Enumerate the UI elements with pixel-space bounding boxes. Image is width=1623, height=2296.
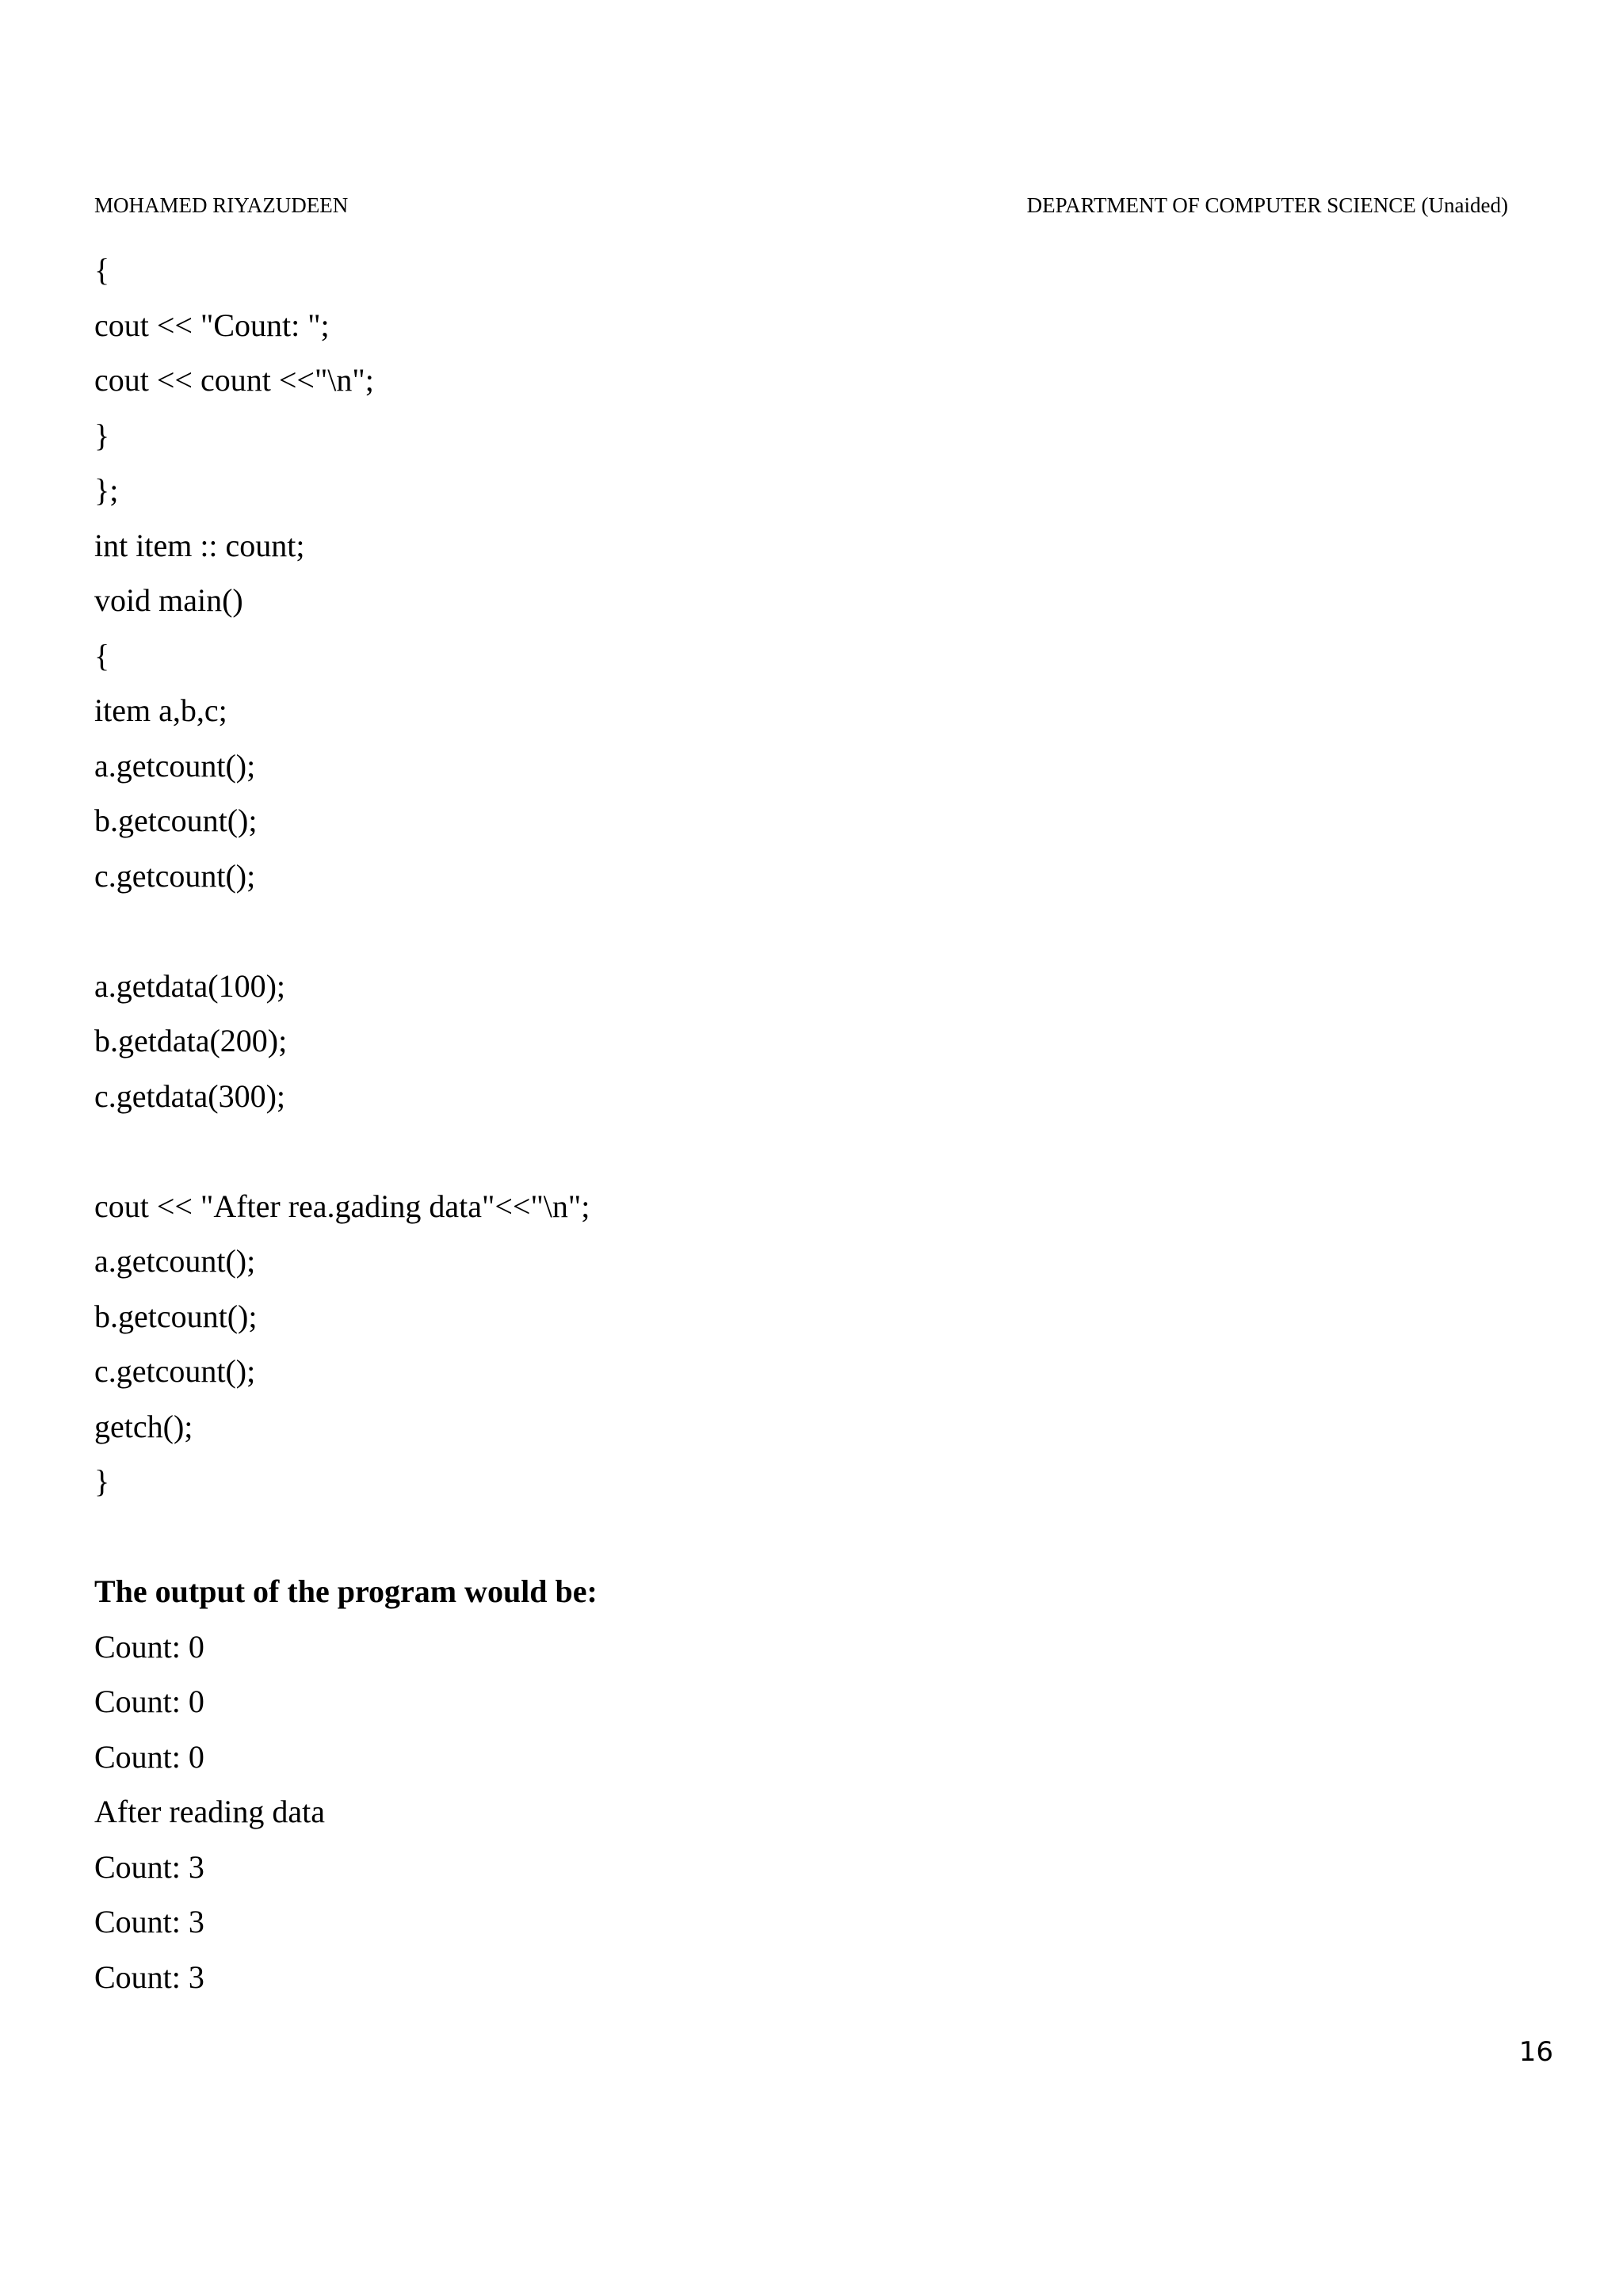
code-line: [94, 1123, 1442, 1179]
code-line: cout << "After rea.gading data"<<"\n";: [94, 1188, 590, 1224]
page-content: [94, 242, 1442, 2004]
code-line: a.getdata(100);: [94, 967, 285, 1004]
code-line: };: [94, 472, 119, 508]
code-line: cout << "Count: ";: [94, 307, 330, 343]
code-line: b.getdata(200);: [94, 1023, 288, 1058]
code-line: a.getcount();: [94, 1243, 256, 1279]
code-line: [94, 1509, 1442, 1565]
code-line: }: [94, 1463, 110, 1499]
code-line: getch();: [94, 1408, 193, 1444]
code-line: b.getcount();: [94, 803, 258, 838]
output-line: After reading data: [94, 1794, 325, 1829]
code-line: c.getcount();: [94, 1353, 256, 1389]
output-heading: The output of the program would be:: [94, 1573, 598, 1609]
code-line: b.getcount();: [94, 1298, 258, 1334]
code-line: c.getcount();: [94, 857, 256, 894]
page-header: [94, 193, 1508, 220]
header-author: MOHAMED RIYAZUDEEN: [94, 193, 349, 217]
code-line: {: [94, 252, 110, 288]
page-number: 16: [1518, 2036, 1553, 2068]
output-line: Count: 3: [94, 1848, 204, 1885]
code-listing: [94, 242, 1442, 1564]
code-line: c.getdata(300);: [94, 1077, 285, 1114]
code-line: a.getcount();: [94, 747, 256, 784]
code-line: void main(): [94, 582, 243, 618]
output-line: Count: 0: [94, 1738, 204, 1775]
output-line: Count: 3: [94, 1904, 204, 1939]
code-line: }: [94, 417, 110, 453]
code-line: [94, 903, 1442, 959]
output-line: Count: 3: [94, 1958, 204, 1995]
code-line: item a,b,c;: [94, 692, 227, 728]
output-line: Count: 0: [94, 1628, 204, 1665]
code-line: {: [94, 637, 110, 673]
program-output: [94, 1619, 1442, 2005]
code-line: cout << count <<"\n";: [94, 362, 374, 398]
code-line: int item :: count;: [94, 527, 305, 563]
output-line: Count: 0: [94, 1684, 204, 1719]
header-department: DEPARTMENT OF COMPUTER SCIENCE (Unaided): [1026, 193, 1508, 217]
